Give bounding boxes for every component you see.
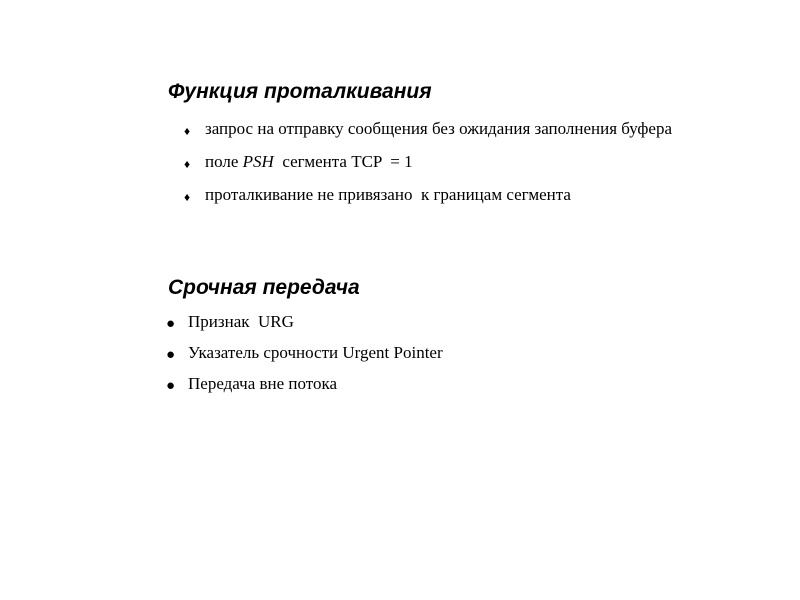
- round-bullet-icon: ●: [166, 378, 176, 394]
- list-item-text-suffix: сегмента TCP = 1: [273, 152, 413, 171]
- list-item-text: Передача вне потока: [188, 374, 338, 393]
- list-item: [166, 311, 708, 333]
- round-bullet-icon: ●: [166, 347, 176, 363]
- round-bullet-icon: ●: [166, 316, 176, 332]
- list-item-text: запрос на отправку сообщения без ожидания заполнения буфера: [205, 119, 672, 138]
- diamond-bullet-icon: ♦: [184, 124, 191, 138]
- list-item: [166, 342, 708, 364]
- section-heading-urgent: Срочная передача: [168, 276, 360, 299]
- section-heading-push: Функция проталкивания: [168, 80, 432, 103]
- list-item-text: Указатель срочности Urgent Pointer: [188, 343, 443, 362]
- push-function-list: [184, 118, 718, 217]
- list-item: [166, 373, 708, 395]
- list-item: [184, 118, 718, 140]
- diamond-bullet-icon: ♦: [184, 157, 191, 171]
- list-item-text-prefix: поле: [205, 152, 243, 171]
- list-item-text: проталкивание не привязано к границам сегмента: [205, 185, 571, 204]
- list-item: [184, 151, 718, 173]
- list-item-text: Признак URG: [188, 312, 294, 331]
- urgent-transfer-list: [166, 311, 708, 404]
- diamond-bullet-icon: ♦: [184, 190, 191, 204]
- psh-flag-name: PSH: [242, 152, 274, 171]
- list-item: [184, 184, 718, 206]
